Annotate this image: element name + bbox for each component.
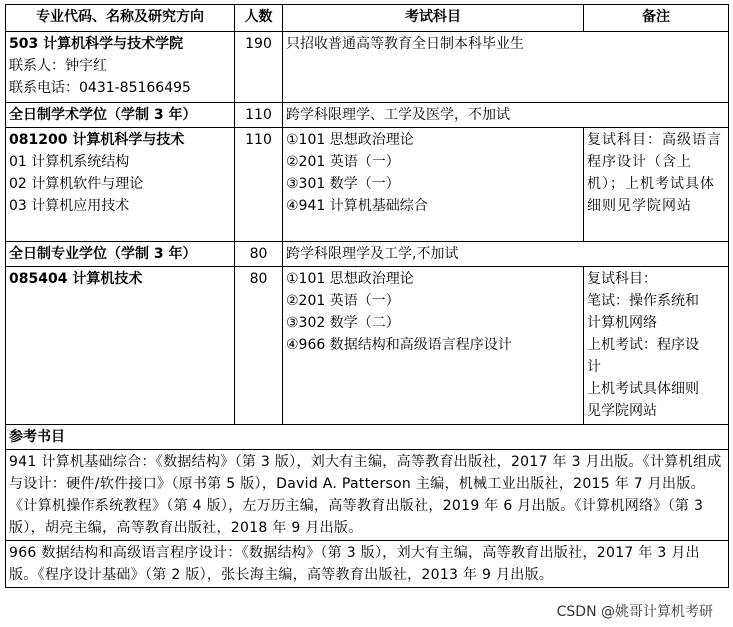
subject-item: ②201 英语（一） (286, 293, 400, 309)
school-phone: 联系电话：0431-85166495 (9, 80, 191, 96)
subject-item: ③302 数学（二） (286, 315, 400, 331)
academic-note: 跨学科限理学、工学及医学，不加试 (283, 103, 729, 128)
references-row-941 (6, 450, 729, 541)
references-966: 966 数据结构和高级语言程序设计：《数据结构》（第 3 版），刘大有主编，高等教育出版社，2017 年 3 月出版。《程序设计基础》（第 2 版），张长海主编，高等教育出版社，2013 年 9 月出版。 (6, 541, 729, 588)
direction-item: 03 计算机应用技术 (9, 198, 130, 214)
major-085404-code: 085404 计算机技术 (6, 267, 235, 425)
subject-item: ①101 思想政治理论 (286, 132, 414, 148)
references-title-row (6, 425, 729, 450)
major-085404-remark (584, 267, 729, 425)
subject-item: ④966 数据结构和高级语言程序设计 (286, 337, 512, 353)
csdn-watermark: CSDN @姚哥计算机考研 (555, 601, 715, 621)
major-085404-count: 80 (235, 267, 283, 425)
academic-degree-title: 全日制学术学位（学制 3 年） (6, 103, 235, 128)
remark-line: 见学院网站 (587, 403, 657, 419)
academic-count: 110 (235, 103, 283, 128)
subject-item: ①101 思想政治理论 (286, 271, 414, 287)
header-row (6, 5, 729, 32)
references-941: 941 计算机基础综合：《数据结构》（第 3 版），刘大有主编，高等教育出版社，2017 年 3 月出版。《计算机组成与设计：硬件/软件接口》（原书第 5 版），David A. Patterson 主编，机械工业出版社，2015 年 7 月出版。《计算机操作系统教程》（第 4 版），左万历主编，高等教育出版社，2019 年 6 月出版。《计算机网络》（第 3 版），胡亮主编，高等教育出版社，2018 年 9 月出版。 (6, 450, 729, 541)
direction-item: 02 计算机软件与理论 (9, 176, 144, 192)
professional-count: 80 (235, 242, 283, 267)
direction-item: 01 计算机系统结构 (9, 154, 130, 170)
major-081200-remark: 复试科目：高级语言程序设计（含上机）；上机考试具体细则见学院网站 (584, 128, 729, 242)
academic-degree-row (6, 103, 729, 128)
remark-line: 计算机网络 (587, 315, 657, 331)
school-count: 190 (235, 32, 283, 103)
header-subjects: 考试科目 (283, 5, 584, 32)
major-085404-row (6, 267, 729, 425)
school-name: 503 计算机科学与技术学院 (9, 36, 184, 52)
remark-line: 上机考试：程序设 (587, 337, 699, 353)
header-remarks: 备注 (584, 5, 729, 32)
remark-line: 上机考试具体细则 (587, 381, 699, 397)
major-081200-code: 081200 计算机科学与技术 (9, 132, 185, 148)
subject-item: ③301 数学（一） (286, 176, 400, 192)
header-count: 人数 (235, 5, 283, 32)
subject-item: ④941 计算机基础综合 (286, 198, 428, 214)
admissions-table (5, 4, 729, 588)
major-081200-count: 110 (235, 128, 283, 242)
remark-line: 复试科目： (587, 271, 657, 287)
professional-degree-title: 全日制专业学位（学制 3 年） (6, 242, 235, 267)
remark-line: 笔试：操作系统和 (587, 293, 699, 309)
header-major: 专业代码、名称及研究方向 (6, 5, 235, 32)
professional-note: 跨学科限理学及工学,不加试 (283, 242, 729, 267)
school-note: 只招收普通高等教育全日制本科毕业生 (283, 32, 729, 103)
subject-item: ②201 英语（一） (286, 154, 400, 170)
references-row-966 (6, 541, 729, 588)
school-row (6, 32, 729, 103)
professional-degree-row (6, 242, 729, 267)
school-contact: 联系人：钟宇红 (9, 58, 107, 74)
major-081200-row (6, 128, 729, 242)
references-title: 参考书目 (6, 425, 729, 450)
remark-line: 计 (587, 359, 601, 375)
